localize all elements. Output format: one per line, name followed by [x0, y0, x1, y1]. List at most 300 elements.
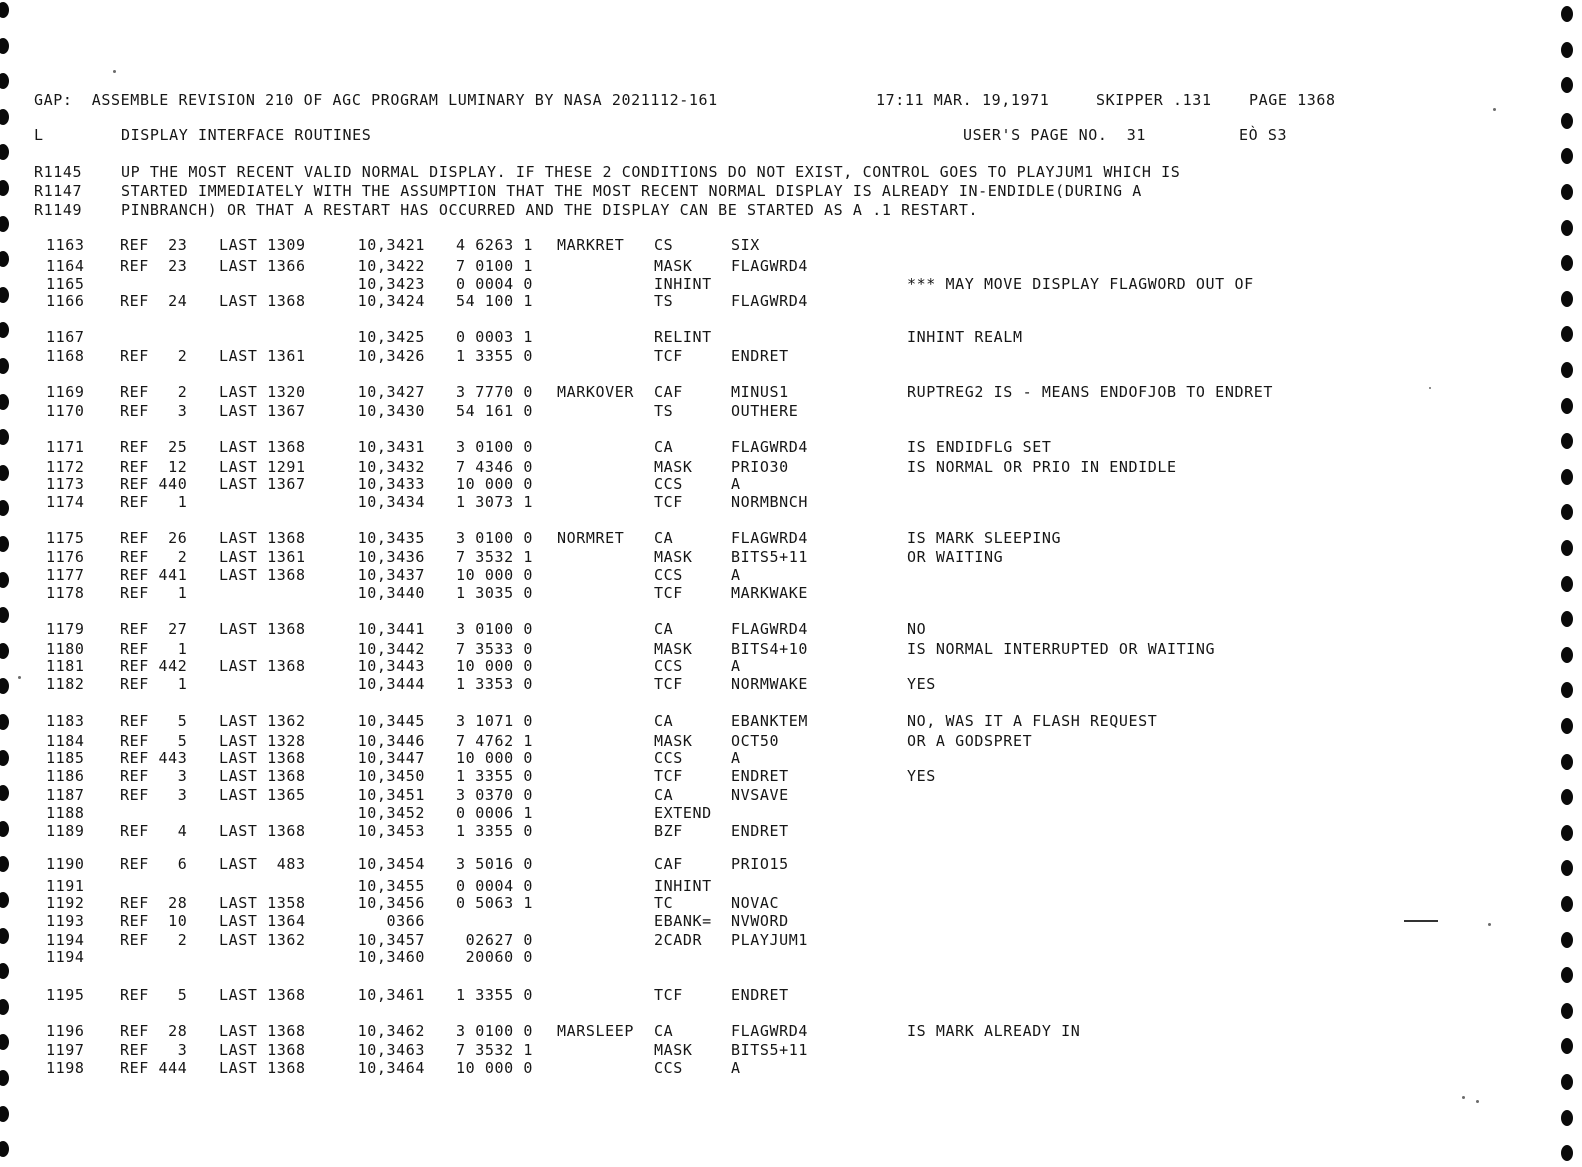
scan-speck — [113, 70, 116, 73]
remark: IS MARK SLEEPING — [907, 529, 1062, 547]
punch-hole — [1561, 611, 1573, 627]
ref-count: REF 442 — [120, 657, 188, 675]
line-number: 1165 — [46, 275, 85, 293]
last-ref: LAST 1368 — [219, 767, 306, 785]
line-number: 1196 — [46, 1022, 85, 1040]
address: 10,3426 — [357, 347, 425, 365]
address: 0366 — [386, 912, 425, 930]
punch-hole — [1561, 291, 1573, 307]
last-ref: LAST 1364 — [219, 912, 306, 930]
punch-hole — [0, 643, 9, 659]
opcode: CAF — [654, 855, 683, 873]
ref-count: REF 2 — [120, 347, 188, 365]
remark: YES — [907, 767, 936, 785]
section-title: DISPLAY INTERFACE ROUTINES — [121, 126, 372, 144]
octal-word: 0 0006 1 — [455, 804, 533, 822]
punch-hole — [1561, 718, 1573, 734]
ref-count: REF 25 — [120, 438, 188, 456]
octal-word: 0 0003 1 — [455, 328, 533, 346]
operand: ENDRET — [731, 347, 789, 365]
octal-word: 7 3532 1 — [455, 1041, 533, 1059]
subheader-tag: EÒ S3 — [1239, 126, 1288, 144]
opcode: TCF — [654, 675, 683, 693]
remark: IS ENDIDFLG SET — [907, 438, 1052, 456]
remark: INHINT REALM — [907, 328, 1023, 346]
octal-word: 7 0100 1 — [455, 257, 533, 275]
ref-count: REF 23 — [120, 236, 188, 254]
opcode: MASK — [654, 732, 693, 750]
scan-speck — [1488, 923, 1491, 926]
line-number: 1174 — [46, 493, 85, 511]
line-number: 1166 — [46, 292, 85, 310]
line-number: 1198 — [46, 1059, 85, 1077]
punch-hole — [1561, 682, 1573, 698]
line-number: 1180 — [46, 640, 85, 658]
address: 10,3437 — [357, 566, 425, 584]
opcode: INHINT — [654, 275, 712, 293]
operand: NORMWAKE — [731, 675, 809, 693]
octal-word: 1 3073 1 — [455, 493, 533, 511]
user-page-number: USER'S PAGE NO. 31 — [963, 126, 1146, 144]
punch-hole — [0, 1034, 9, 1050]
last-ref: LAST 1362 — [219, 931, 306, 949]
octal-word: 1 3035 0 — [455, 584, 533, 602]
operand: FLAGWRD4 — [731, 1022, 809, 1040]
ref-count: REF 28 — [120, 894, 188, 912]
operand: NVSAVE — [731, 786, 789, 804]
last-ref: LAST 1368 — [219, 292, 306, 310]
address: 10,3462 — [357, 1022, 425, 1040]
remark: OR WAITING — [907, 548, 1004, 566]
opcode: CCS — [654, 566, 683, 584]
opcode: CCS — [654, 657, 683, 675]
punch-hole — [1561, 42, 1573, 58]
line-number: 1163 — [46, 236, 85, 254]
operand: A — [731, 1059, 741, 1077]
operand: A — [731, 475, 741, 493]
last-ref: LAST 1291 — [219, 458, 306, 476]
line-number: 1169 — [46, 383, 85, 401]
opcode: CA — [654, 438, 674, 456]
octal-word: 3 0370 0 — [455, 786, 533, 804]
last-ref: LAST 1368 — [219, 1059, 306, 1077]
opcode: EXTEND — [654, 804, 712, 822]
line-number: 1188 — [46, 804, 85, 822]
punch-hole — [0, 785, 9, 801]
octal-word: 0 0004 0 — [455, 275, 533, 293]
ref-count: REF 1 — [120, 640, 188, 658]
last-ref: LAST 1361 — [219, 347, 306, 365]
punch-hole — [1561, 540, 1573, 556]
ref-count: REF 28 — [120, 1022, 188, 1040]
operand: A — [731, 749, 741, 767]
punch-hole — [0, 750, 9, 766]
ref-count: REF 443 — [120, 749, 188, 767]
punch-hole — [1561, 469, 1573, 485]
operand: PLAYJUM1 — [731, 931, 809, 949]
address: 10,3452 — [357, 804, 425, 822]
address: 10,3450 — [357, 767, 425, 785]
line-number: 1192 — [46, 894, 85, 912]
octal-word: 20060 0 — [465, 948, 533, 966]
punch-hole — [1561, 77, 1573, 93]
address: 10,3425 — [357, 328, 425, 346]
line-number: 1182 — [46, 675, 85, 693]
operand: FLAGWRD4 — [731, 257, 809, 275]
line-number: 1171 — [46, 438, 85, 456]
octal-word: 10 000 0 — [455, 1059, 533, 1077]
address: 10,3447 — [357, 749, 425, 767]
octal-word: 54 161 0 — [455, 402, 533, 420]
scan-speck — [18, 676, 21, 679]
opcode: CS — [654, 236, 674, 254]
remark: *** MAY MOVE DISPLAY FLAGWORD OUT OF — [907, 275, 1254, 293]
address: 10,3457 — [357, 931, 425, 949]
punch-hole — [0, 394, 9, 410]
address: 10,3434 — [357, 493, 425, 511]
punch-hole — [1561, 825, 1573, 841]
last-ref: LAST 1367 — [219, 475, 306, 493]
header-title: GAP: ASSEMBLE REVISION 210 OF AGC PROGRAM LUMINARY BY NASA 2021112-161 — [34, 91, 718, 109]
ref-count: REF 441 — [120, 566, 188, 584]
punch-hole — [0, 607, 9, 623]
subheader-type: L — [34, 126, 44, 144]
operand: A — [731, 566, 741, 584]
ref-count: REF 5 — [120, 732, 188, 750]
comment-id: R1147 — [34, 182, 83, 200]
last-ref: LAST 1362 — [219, 712, 306, 730]
opcode: MASK — [654, 1041, 693, 1059]
line-number: 1191 — [46, 877, 85, 895]
opcode: BZF — [654, 822, 683, 840]
address: 10,3460 — [357, 948, 425, 966]
ref-count: REF 3 — [120, 786, 188, 804]
punch-hole — [1561, 362, 1573, 378]
punch-hole — [1561, 148, 1573, 164]
punch-hole — [1561, 184, 1573, 200]
label: NORMRET — [557, 529, 625, 547]
punch-hole — [1561, 220, 1573, 236]
address: 10,3456 — [357, 894, 425, 912]
opcode: CA — [654, 620, 674, 638]
last-ref: LAST 1367 — [219, 402, 306, 420]
line-number: 1189 — [46, 822, 85, 840]
operand: EBANKTEM — [731, 712, 809, 730]
label: MARKRET — [557, 236, 625, 254]
last-ref: LAST 1328 — [219, 732, 306, 750]
operand: OUTHERE — [731, 402, 799, 420]
opcode: 2CADR — [654, 931, 703, 949]
remark: YES — [907, 675, 936, 693]
punch-hole — [0, 109, 9, 125]
line-number: 1183 — [46, 712, 85, 730]
line-number: 1167 — [46, 328, 85, 346]
operand: FLAGWRD4 — [731, 438, 809, 456]
opcode: CA — [654, 529, 674, 547]
last-ref: LAST 1368 — [219, 1022, 306, 1040]
header-page: PAGE 1368 — [1249, 91, 1336, 109]
line-number: 1187 — [46, 786, 85, 804]
octal-word: 3 0100 0 — [455, 620, 533, 638]
remark: IS MARK ALREADY IN — [907, 1022, 1081, 1040]
line-number: 1185 — [46, 749, 85, 767]
last-ref: LAST 1368 — [219, 566, 306, 584]
octal-word: 10 000 0 — [455, 566, 533, 584]
header-datetime: 17:11 MAR. 19,1971 — [876, 91, 1050, 109]
punch-hole — [0, 500, 9, 516]
octal-word: 7 4762 1 — [455, 732, 533, 750]
ref-count: REF 6 — [120, 855, 188, 873]
opcode: MASK — [654, 640, 693, 658]
punch-hole — [0, 1141, 9, 1157]
opcode: TS — [654, 292, 674, 310]
opcode: TCF — [654, 584, 683, 602]
address: 10,3446 — [357, 732, 425, 750]
opcode: TCF — [654, 986, 683, 1004]
opcode: CA — [654, 712, 674, 730]
octal-word: 10 000 0 — [455, 657, 533, 675]
line-number: 1168 — [46, 347, 85, 365]
operand: BITS4+10 — [731, 640, 809, 658]
punch-hole — [0, 322, 9, 338]
operand: PRIO30 — [731, 458, 789, 476]
remark: NO — [907, 620, 927, 638]
line-number: 1194 — [46, 948, 85, 966]
octal-word: 10 000 0 — [455, 749, 533, 767]
operand: NOVAC — [731, 894, 780, 912]
last-ref: LAST 1366 — [219, 257, 306, 275]
line-number: 1181 — [46, 657, 85, 675]
octal-word: 1 3355 0 — [455, 767, 533, 785]
opcode: INHINT — [654, 877, 712, 895]
comment-text: UP THE MOST RECENT VALID NORMAL DISPLAY. IF THESE 2 CONDITIONS DO NOT EXIST, CONTROL GOES TO PLAYJUM1 WHICH IS — [121, 163, 1181, 181]
line-number: 1179 — [46, 620, 85, 638]
opcode: MASK — [654, 257, 693, 275]
punch-hole — [1561, 789, 1573, 805]
opcode: MASK — [654, 548, 693, 566]
ref-count: REF 440 — [120, 475, 188, 493]
ref-count: REF 27 — [120, 620, 188, 638]
address: 10,3431 — [357, 438, 425, 456]
punch-hole — [1561, 326, 1573, 342]
octal-word: 54 100 1 — [455, 292, 533, 310]
address: 10,3463 — [357, 1041, 425, 1059]
remark: NO, WAS IT A FLASH REQUEST — [907, 712, 1158, 730]
ref-count: REF 1 — [120, 584, 188, 602]
punch-hole — [1561, 255, 1573, 271]
last-ref: LAST 1358 — [219, 894, 306, 912]
punch-hole — [1561, 1110, 1573, 1126]
address: 10,3436 — [357, 548, 425, 566]
ref-count: REF 5 — [120, 986, 188, 1004]
address: 10,3442 — [357, 640, 425, 658]
address: 10,3424 — [357, 292, 425, 310]
address: 10,3430 — [357, 402, 425, 420]
ref-count: REF 10 — [120, 912, 188, 930]
address: 10,3443 — [357, 657, 425, 675]
punch-hole — [0, 999, 9, 1015]
punch-hole — [0, 714, 9, 730]
punch-hole — [0, 38, 9, 54]
punch-hole — [1561, 967, 1573, 983]
punch-hole — [0, 678, 9, 694]
ref-count: REF 3 — [120, 767, 188, 785]
opcode: CCS — [654, 1059, 683, 1077]
label: MARSLEEP — [557, 1022, 635, 1040]
comment-text: PINBRANCH) OR THAT A RESTART HAS OCCURRED AND THE DISPLAY CAN BE STARTED AS A .1 RESTART. — [121, 201, 979, 219]
address: 10,3427 — [357, 383, 425, 401]
header-skipper: SKIPPER .131 — [1096, 91, 1212, 109]
scan-speck — [1462, 1096, 1465, 1099]
address: 10,3454 — [357, 855, 425, 873]
ref-count: REF 444 — [120, 1059, 188, 1077]
operand: OCT50 — [731, 732, 780, 750]
line-number: 1197 — [46, 1041, 85, 1059]
opcode: TC — [654, 894, 674, 912]
address: 10,3453 — [357, 822, 425, 840]
punch-hole — [0, 465, 9, 481]
operand: SIX — [731, 236, 760, 254]
octal-word: 1 3353 0 — [455, 675, 533, 693]
last-ref: LAST 1368 — [219, 529, 306, 547]
punch-hole — [1561, 1038, 1573, 1054]
octal-word: 3 0100 0 — [455, 1022, 533, 1040]
octal-word: 3 5016 0 — [455, 855, 533, 873]
punch-hole — [0, 73, 9, 89]
address: 10,3444 — [357, 675, 425, 693]
line-number: 1170 — [46, 402, 85, 420]
address: 10,3423 — [357, 275, 425, 293]
last-ref: LAST 1361 — [219, 548, 306, 566]
punch-hole — [1561, 433, 1573, 449]
operand: NORMBNCH — [731, 493, 809, 511]
operand: A — [731, 657, 741, 675]
punch-hole — [0, 572, 9, 588]
line-number: 1186 — [46, 767, 85, 785]
operand: FLAGWRD4 — [731, 620, 809, 638]
punch-hole — [1561, 113, 1573, 129]
punch-hole — [0, 429, 9, 445]
last-ref: LAST 1368 — [219, 822, 306, 840]
address: 10,3464 — [357, 1059, 425, 1077]
remark: OR A GODSPRET — [907, 732, 1033, 750]
punch-hole — [1561, 576, 1573, 592]
last-ref: LAST 1368 — [219, 749, 306, 767]
octal-word: 3 7770 0 — [455, 383, 533, 401]
punch-hole — [1561, 1003, 1573, 1019]
label: MARKOVER — [557, 383, 635, 401]
operand: ENDRET — [731, 822, 789, 840]
comment-id: R1149 — [34, 201, 83, 219]
last-ref: LAST 1320 — [219, 383, 306, 401]
line-number: 1177 — [46, 566, 85, 584]
opcode: CA — [654, 1022, 674, 1040]
opcode: EBANK= — [654, 912, 712, 930]
address: 10,3440 — [357, 584, 425, 602]
opcode: TCF — [654, 493, 683, 511]
operand: FLAGWRD4 — [731, 529, 809, 547]
address: 10,3455 — [357, 877, 425, 895]
operand: ENDRET — [731, 767, 789, 785]
ref-count: REF 2 — [120, 931, 188, 949]
punch-hole — [0, 1070, 9, 1086]
opcode: CCS — [654, 749, 683, 767]
octal-word: 3 0100 0 — [455, 529, 533, 547]
punch-hole — [1561, 1145, 1573, 1161]
ref-count: REF 26 — [120, 529, 188, 547]
opcode: TCF — [654, 767, 683, 785]
line-number: 1194 — [46, 931, 85, 949]
punch-hole — [0, 2, 9, 18]
operand: MINUS1 — [731, 383, 789, 401]
punch-hole — [0, 251, 9, 267]
operand: PRIO15 — [731, 855, 789, 873]
octal-word: 1 3355 0 — [455, 347, 533, 365]
octal-word: 10 000 0 — [455, 475, 533, 493]
octal-word: 4 6263 1 — [455, 236, 533, 254]
last-ref: LAST 1368 — [219, 438, 306, 456]
line-number: 1190 — [46, 855, 85, 873]
punch-hole — [0, 180, 9, 196]
punch-hole — [0, 1106, 9, 1122]
operand: NVWORD — [731, 912, 789, 930]
operand: BITS5+11 — [731, 1041, 809, 1059]
ref-count: REF 24 — [120, 292, 188, 310]
comment-text: STARTED IMMEDIATELY WITH THE ASSUMPTION THAT THE MOST RECENT NORMAL DISPLAY IS ALREADY IN-ENDIDLE(DURING A — [121, 182, 1142, 200]
punch-hole — [0, 144, 9, 160]
ref-count: REF 3 — [120, 402, 188, 420]
octal-word: 0 5063 1 — [455, 894, 533, 912]
punch-hole — [1561, 932, 1573, 948]
line-number: 1184 — [46, 732, 85, 750]
octal-word: 02627 0 — [465, 931, 533, 949]
opcode: MASK — [654, 458, 693, 476]
ref-count: REF 4 — [120, 822, 188, 840]
octal-word: 7 3533 0 — [455, 640, 533, 658]
punch-hole — [1561, 1074, 1573, 1090]
ref-count: REF 2 — [120, 548, 188, 566]
scan-speck — [1493, 108, 1496, 111]
opcode: TS — [654, 402, 674, 420]
punch-hole — [1561, 896, 1573, 912]
ref-count: REF 1 — [120, 493, 188, 511]
octal-word: 1 3355 0 — [455, 986, 533, 1004]
last-ref: LAST 1368 — [219, 986, 306, 1004]
address: 10,3435 — [357, 529, 425, 547]
last-ref: LAST 483 — [219, 855, 306, 873]
remark: IS NORMAL INTERRUPTED OR WAITING — [907, 640, 1216, 658]
punch-hole — [0, 963, 9, 979]
address: 10,3451 — [357, 786, 425, 804]
ref-count: REF 5 — [120, 712, 188, 730]
last-ref: LAST 1365 — [219, 786, 306, 804]
line-number: 1176 — [46, 548, 85, 566]
line-number: 1172 — [46, 458, 85, 476]
punch-hole — [1561, 6, 1573, 22]
line-number: 1164 — [46, 257, 85, 275]
line-number: 1193 — [46, 912, 85, 930]
address: 10,3441 — [357, 620, 425, 638]
octal-word: 3 1071 0 — [455, 712, 533, 730]
punch-hole — [0, 892, 9, 908]
octal-word: 7 4346 0 — [455, 458, 533, 476]
address: 10,3432 — [357, 458, 425, 476]
punch-hole — [0, 216, 9, 232]
scan-speck — [1476, 1100, 1479, 1103]
operand: BITS5+11 — [731, 548, 809, 566]
remark: RUPTREG2 IS - MEANS ENDOFJOB TO ENDRET — [907, 383, 1273, 401]
octal-word: 0 0004 0 — [455, 877, 533, 895]
